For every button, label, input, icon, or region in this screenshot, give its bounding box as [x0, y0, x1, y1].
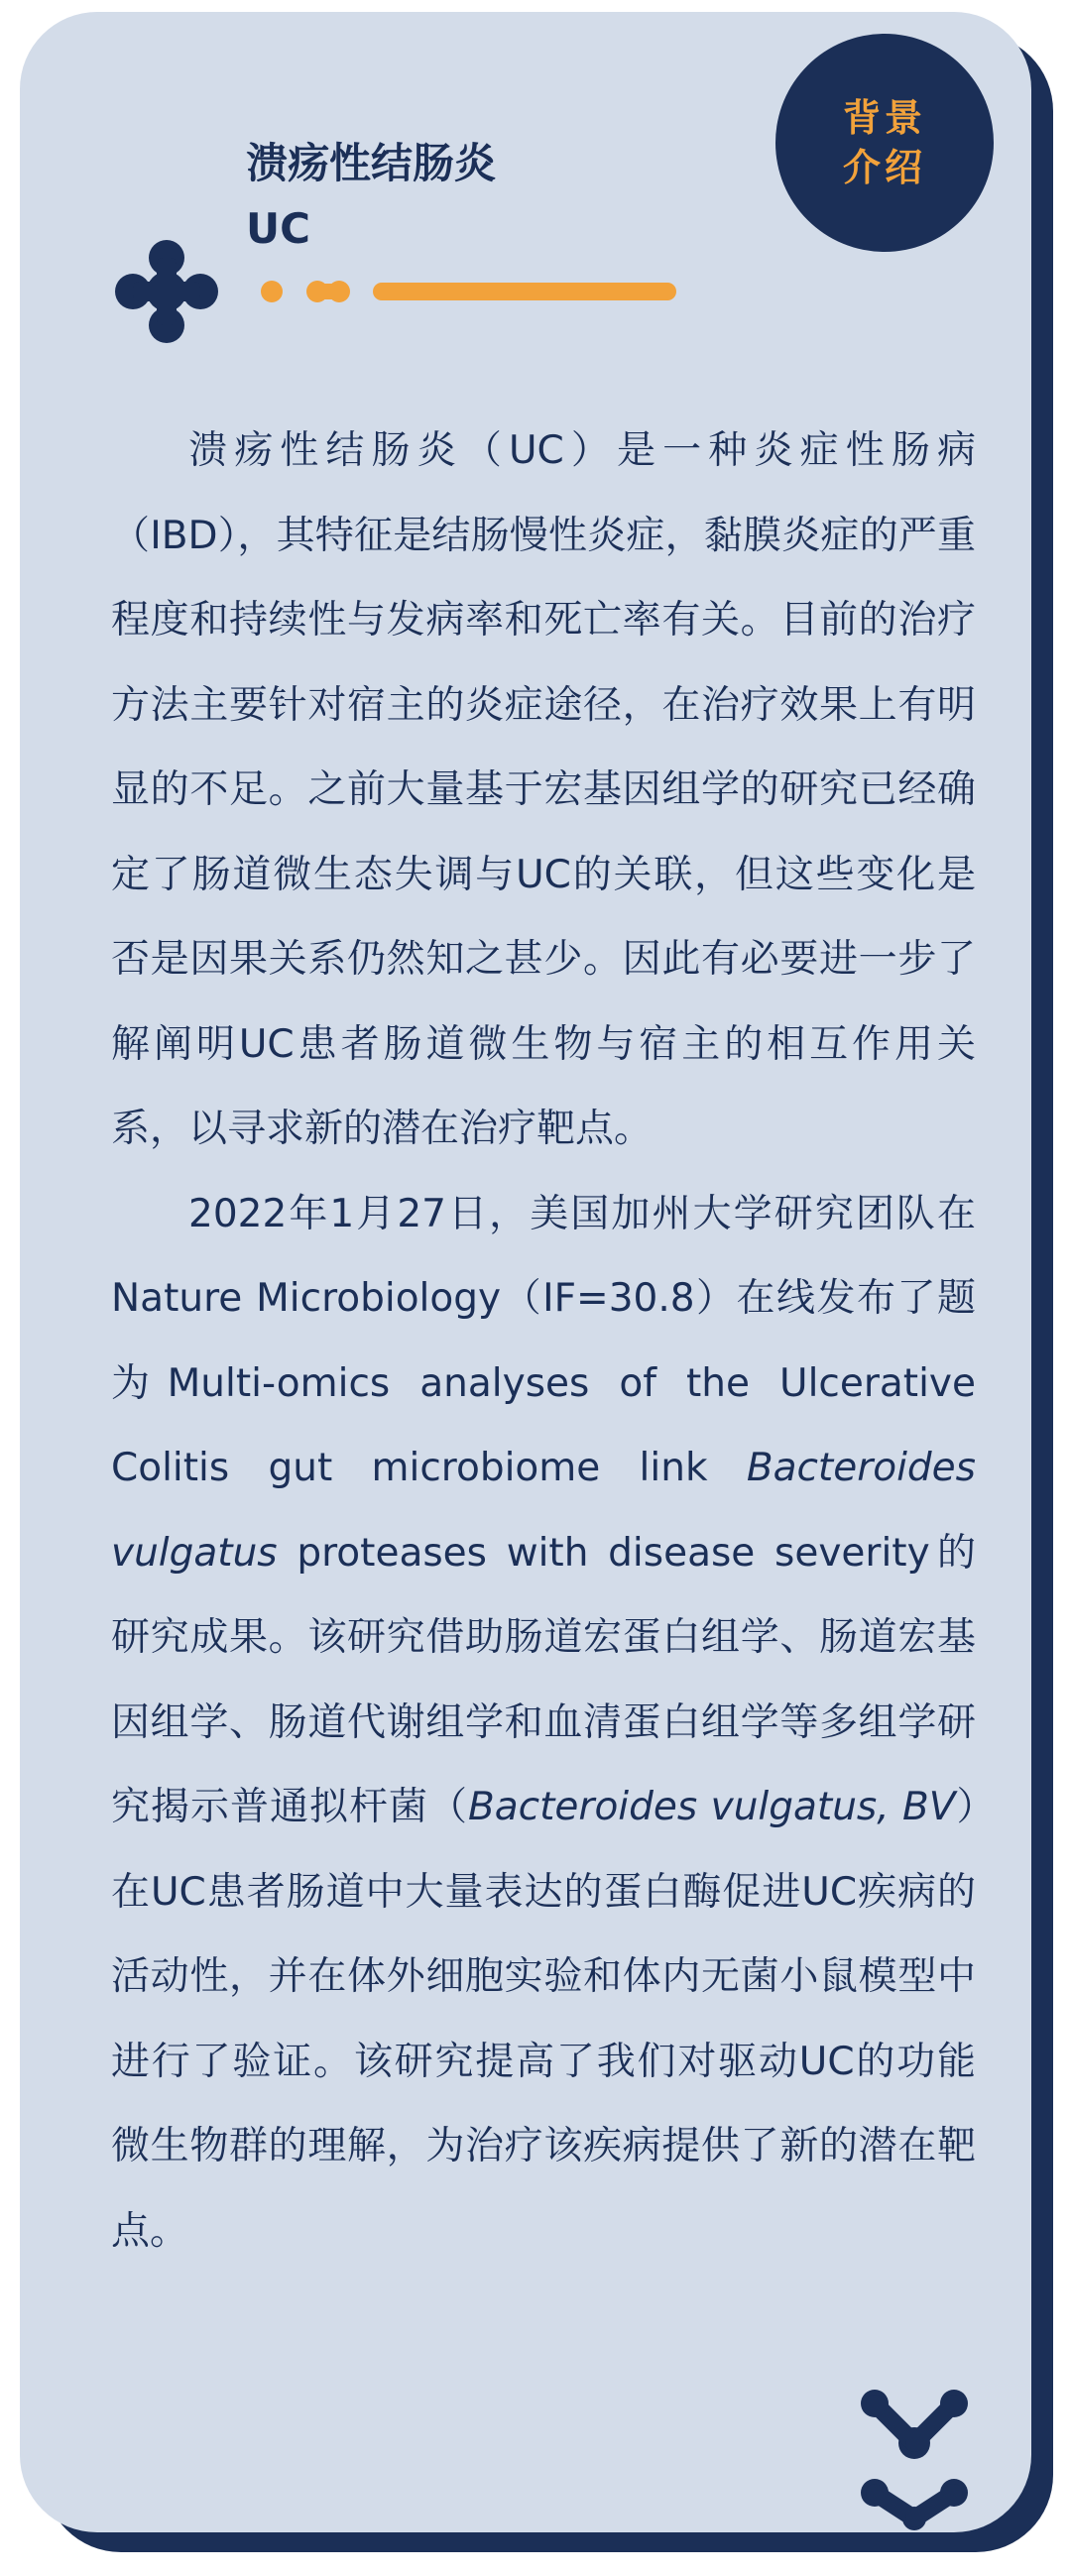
content-card [20, 12, 1031, 2532]
dotted-orange-line-icon [261, 281, 676, 302]
paragraph-2-part-c: ）在UC患者肠道中大量表达的蛋白酶促进UC疾病的活动性，并在体外细胞实验和体内无菌小鼠模型中进行了验证。该研究提高了我们对驱动UC的功能微生物群的理解，为治疗该疾病提供了新的潜在靶点。 [111, 1785, 976, 2254]
species-name-italic: Bacteroides vulgatus [111, 1446, 976, 1576]
article-paragraph-2 [111, 1172, 976, 2275]
title-line-1: 溃疡性结肠炎 [246, 139, 497, 187]
article-body [111, 409, 976, 2274]
molecule-zigzag-icon [855, 2382, 974, 2530]
title-line-2: UC [246, 204, 310, 253]
section-badge [775, 34, 994, 252]
paragraph-2-part-b: proteases with disease severity的研究成果。该研究借助肠道宏蛋白组学、肠道宏基因组学、肠道代谢组学和血清蛋白组学等多组学研究揭示普通拟杆菌（ [111, 1530, 976, 1829]
badge-line-1: 背景 [842, 96, 926, 140]
molecule-cross-icon [115, 240, 218, 343]
paragraph-2-part-a: 2022年1月27日，美国加州大学研究团队在Nature Microbiology（IF=30.8）在线发布了题为Multi-omics analyses of the Ulcerative Colitis gut microbiome link [111, 1191, 976, 1490]
header-decoration [111, 232, 706, 351]
species-abbrev-italic: Bacteroides vulgatus, BV [468, 1785, 956, 1829]
badge-line-2: 介绍 [842, 146, 926, 189]
article-paragraph-1: 溃疡性结肠炎（UC）是一种炎症性肠病（IBD），其特征是结肠慢性炎症，黏膜炎症的严重程度和持续性与发病率和死亡率有关。目前的治疗方法主要针对宿主的炎症途径，在治疗效果上有明显的不足。之前大量基于宏基因组学的研究已经确定了肠道微生态失调与UC的关联，但这些变化是否是因果关系仍然知之甚少。因此有必要进一步了解阐明UC患者肠道微生物与宿主的相互作用关系，以寻求新的潜在治疗靶点。 [111, 428, 976, 1151]
